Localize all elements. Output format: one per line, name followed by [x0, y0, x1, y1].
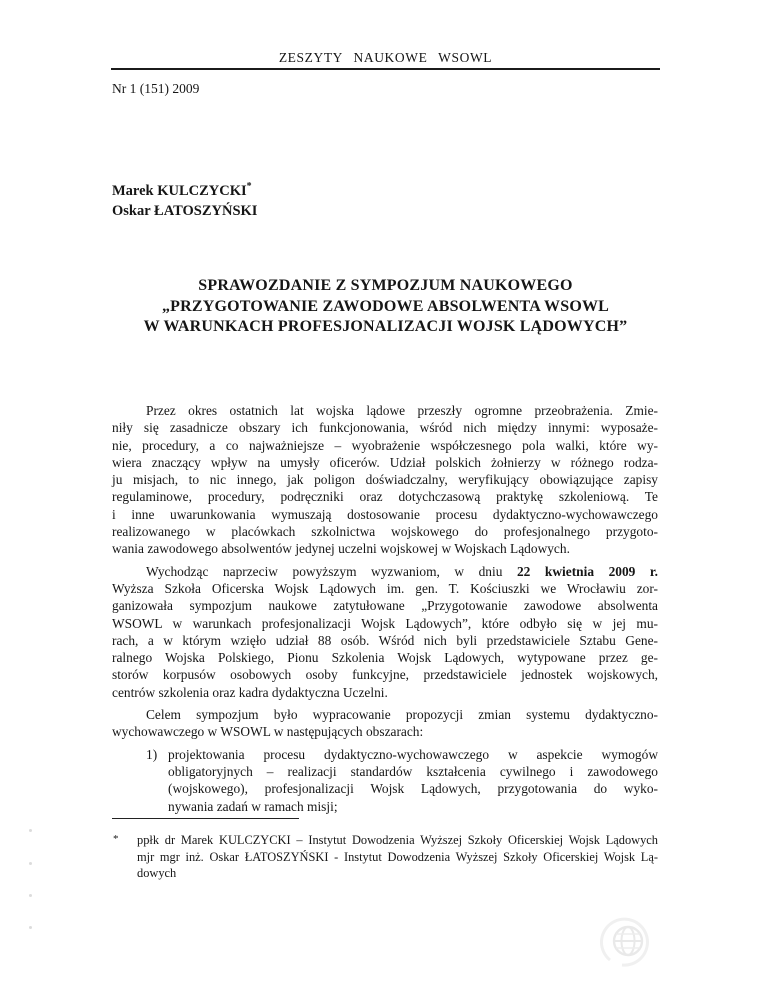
text-line: Celem sympozjum było wypracowanie propozycji zmian systemu dydaktyczno- [146, 707, 658, 723]
text-line: mjr mgr inż. Oskar ŁATOSZYŃSKI - Instytut Dowodzenia Wyższej Szkoły Oficerskiej Wojsk Lą- [137, 849, 658, 864]
issue-number: Nr 1 (151) 2009 [112, 81, 200, 96]
text-line: ganizowała sympozjum naukowe zatytułowane „Przygotowanie zawodowe absolwenta [112, 598, 658, 614]
text-line: wychowawczego w WSOWL w następujących obszarach: [112, 724, 424, 740]
text-line: regulaminowe, procedury, podręczniki oraz dotychczasową praktykę szkoleniową. Te [112, 489, 658, 505]
text-line: i inne uwarunkowania wymuszają dostosowanie procesu dydaktyczno-wychowawczego [112, 506, 658, 522]
author-line [112, 201, 257, 221]
footnote-text [137, 832, 658, 882]
journal-title: ZESZYTY NAUKOWE WSOWL [278, 50, 493, 65]
text-line: projektowania procesu dydaktyczno-wychowawczego w aspekcie wymogów [168, 746, 658, 762]
article-title-line: „PRZYGOTOWANIE ZAWODOWE ABSOLWENTA WSOWL [161, 297, 610, 315]
article-body [112, 402, 658, 815]
text-line: Wychodząc naprzeciw powyższym wyzwaniom, w dniu 22 kwietnia 2009 r. [146, 563, 658, 579]
text-line: (wojskowego), profesjonalizacji Wojsk Lądowych, przygotowania do wyko- [168, 781, 658, 797]
text-line: nywania zadań w ramach misji; [168, 798, 338, 814]
body-paragraph [112, 402, 658, 558]
author-line [112, 177, 257, 201]
article-title [111, 276, 660, 338]
footnote-separator [112, 818, 299, 819]
text-line: wiera znaczący wpływ na umysły oficerów. Udział polskich żołnierzy w różnego rodza- [112, 454, 658, 470]
text-line: rach, a w którym wzięło udział 88 osób. Wśród nich byli przedstawiciele Sztabu Gene- [112, 632, 658, 648]
text-line: niły się zasadnicze obszary ich funkcjonowania, wśród nich między innymi: wyposaże- [112, 420, 658, 436]
text-line: WSOWL w warunkach profesjonalizacji Wojsk Lądowych”, które odbyło się w jej mu- [112, 615, 658, 631]
body-paragraph [112, 706, 658, 741]
text-line: realizowanego w placówkach szkolnictwa wojskowego do profesjonalnego przygoto- [112, 524, 658, 540]
text-line: Przez okres ostatnich lat wojska lądowe przeszły ogromne przeobrażenia. Zmie- [146, 403, 658, 418]
text-line: Wyższa Szkoła Oficerska Wojsk Lądowych im. gen. T. Kościuszki we Wrocławiu zor- [112, 580, 658, 596]
body-paragraph [112, 563, 658, 701]
text-line: ppłk dr Marek KULCZYCKI – Instytut Dowodzenia Wyższej Szkoły Oficerskiej Wojsk Lądowych [137, 833, 658, 847]
text-line: storów korpusów osobowych osoby funkcyjne, przedstawiciele jednostek wojskowych, [112, 667, 658, 683]
author-name: Oskar ŁATOSZYŃSKI [112, 202, 258, 219]
scan-artifact-dot [29, 894, 32, 897]
article-title-line: W WARUNKACH PROFESJONALIZACJI WOJSK LĄDOWYCH” [143, 318, 628, 336]
text-line: centrów szkolenia oraz kadra dydaktyczna Uczelni. [112, 684, 388, 700]
text-line: nie, procedury, a co najważniejsze – wyobrażenie współczesnego pola walki, które wy- [112, 437, 658, 453]
text-line: ralnego Wojska Polskiego, Pionu Szkolenia Wojsk Lądowych, wytypowane przez ge- [112, 650, 658, 666]
authors-block [112, 177, 257, 221]
footnote-marker: * [113, 833, 119, 845]
scan-artifact-dot [29, 829, 32, 832]
body-list-item [146, 746, 658, 815]
author-name: Marek KULCZYCKI [112, 182, 247, 199]
article-title-line: SPRAWOZDANIE Z SYMPOZJUM NAUKOWEGO [198, 277, 573, 294]
text-line: ju misjach, to nic innego, jak poligon doświadczalny, weryfikujący obowiązujące zapisy [112, 472, 658, 488]
footnote [112, 832, 658, 882]
text-line: obligatoryjnych – realizacji standardów kształcenia cywilnego i zawodowego [168, 763, 658, 779]
list-item-marker: 1) [146, 746, 158, 762]
scan-artifact-dot [29, 926, 32, 929]
globe-watermark-icon [592, 908, 660, 976]
text-line: wania zawodowego absolwentów jedynej uczelni wojskowej w Wojskach Lądowych. [112, 541, 570, 557]
text-line: dowych [137, 866, 177, 880]
scan-artifact-dot [29, 862, 32, 865]
journal-header [111, 50, 660, 70]
footnote-marker-ref: * [246, 181, 252, 192]
